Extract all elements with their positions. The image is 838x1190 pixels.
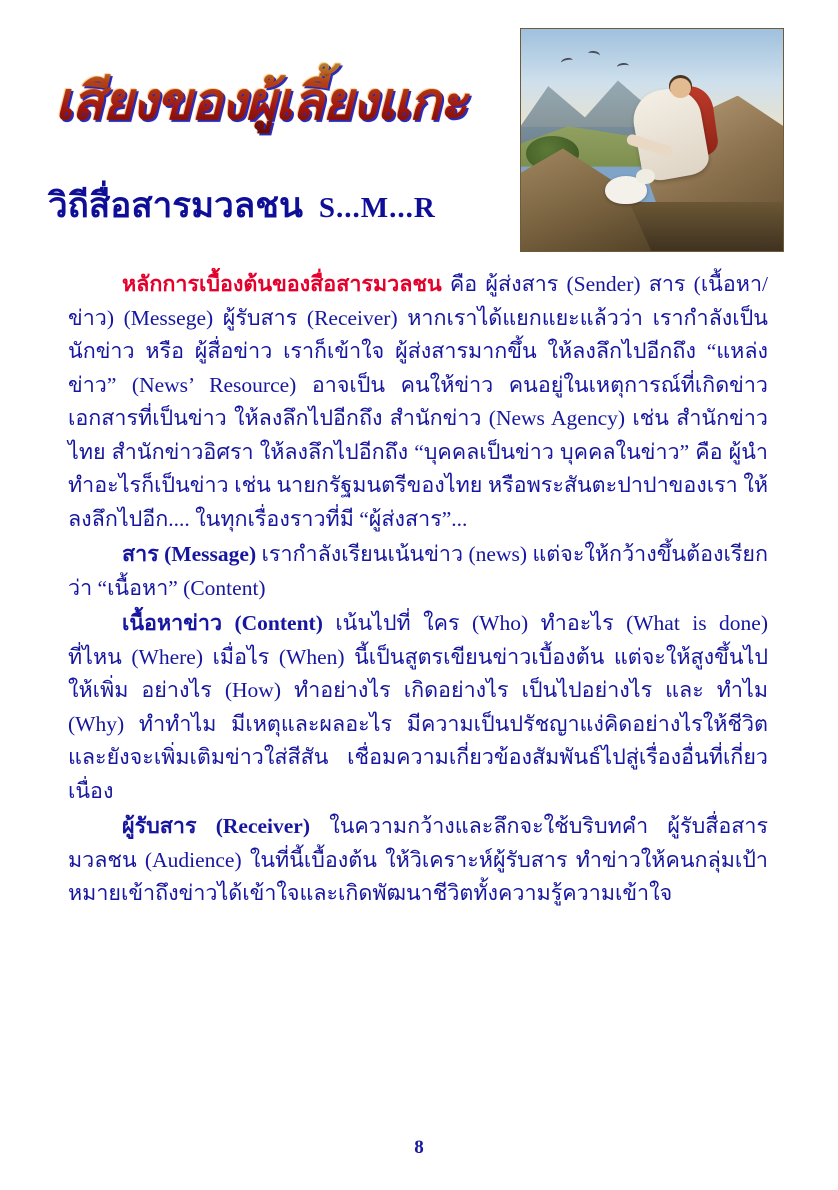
article-body <box>68 268 768 913</box>
paragraph-4-text: ในความกว้างและลึกจะใช้บริบทคำ ผู้รับสื่อสารมวลชน (Audience) ในที่นี้เบื้องต้น ให้วิเคราะห์ผู้รับสาร ทำข่าวให้คนกลุ่มเป้าหมายเข้าถึงข่าวได้เข้าใจและเกิดพัฒนาชีวิตทั้งความรู้ความเข้าใจ <box>68 814 768 905</box>
page-number: 8 <box>414 1137 424 1158</box>
paragraph-3-text: เน้นไปที่ ใคร (Who) ทำอะไร (What is done) ที่ไหน (Where) เมื่อไร (When) นี้เป็นสูตรเขียนข่าวเบื้องต้น แต่จะให้สูงขึ้นไปให้เพิ่ม อย่างไร (How) ทำอย่างไร เกิดอย่างไร เป็นไปอย่างไร และ ทำไม (Why) ทำทำไม มีเหตุและผลอะไร มีความเป็นปรัชญาแง่คิดอย่างไรให้ชีวิต และยังจะเพิ่มเติมข่าวใส่สีสัน เชื่อมความเกี่ยวข้องสัมพันธ์ไปสู่เรื่องอื่นที่เกี่ยวเนื่อง <box>68 611 769 803</box>
subtitle-thai-text: วิถีสื่อสารมวลชน <box>48 186 303 226</box>
publication-title: เสียงของผู้เลี้ยงแกะ <box>55 55 505 150</box>
paragraph-4 <box>68 810 768 911</box>
bird-icon <box>588 50 601 59</box>
shepherd-illustration <box>520 28 784 252</box>
paragraph-1-lead: หลักการเบื้องต้นของสื่อสารมวลชน <box>122 272 442 296</box>
paragraph-1-text: คือ ผู้ส่งสาร (Sender) สาร (เนื้อหา/ข่าว) (Messege) ผู้รับสาร (Receiver) หากเราได้แยกแยะแล้วว่า เรากำลังเป็น นักข่าว หรือ ผู้สื่อข่าว เราก็เข้าใจ ผู้ส่งสารมากขึ้น ให้ลงลึกไปอีกถึง “แหล่งข่าว” (News’ Resource) อาจเป็น คนให้ข่าว คนอยู่ในเหตุการณ์ที่เกิดข่าว เอกสารที่เป็นข่าว ให้ลงลึกไปอีกถึง สำนักข่าว (News Agency) เช่น สำนักข่าวไทย สำนักข่าวอิศรา ให้ลงลึกไปอีกถึง “บุคคลเป็นข่าว บุคคลในข่าว” คือ ผู้นำทำอะไรก็เป็นข่าว เช่น นายกรัฐมนตรีของไทย หรือพระสันตะปาปาของเรา ให้ลงลึกไปอีก.... ในทุกเรื่องราวที่มี “ผู้ส่งสาร”... <box>68 272 769 531</box>
illustration-shepherd-head <box>670 78 691 98</box>
paragraph-2-text: เรากำลังเรียนเน้นข่าว (news) แต่จะให้กว้างขึ้นต้องเรียกว่า “เนื้อหา” (Content) <box>68 542 768 600</box>
paragraph-4-lead: ผู้รับสาร (Receiver) <box>122 814 311 838</box>
bird-icon <box>560 57 573 66</box>
paragraph-3-lead: เนื้อหาข่าว (Content) <box>122 611 323 635</box>
masthead <box>55 55 505 150</box>
article-subtitle <box>48 178 518 224</box>
bird-icon <box>617 62 630 70</box>
subtitle-abbreviation: S...M...R <box>318 192 436 224</box>
paragraph-3 <box>68 607 768 808</box>
illustration-birds <box>552 49 657 80</box>
paragraph-2-lead: สาร (Message) <box>122 542 257 566</box>
paragraph-1 <box>68 268 768 536</box>
paragraph-2 <box>68 538 768 605</box>
illustration-lamb-head <box>636 169 654 185</box>
